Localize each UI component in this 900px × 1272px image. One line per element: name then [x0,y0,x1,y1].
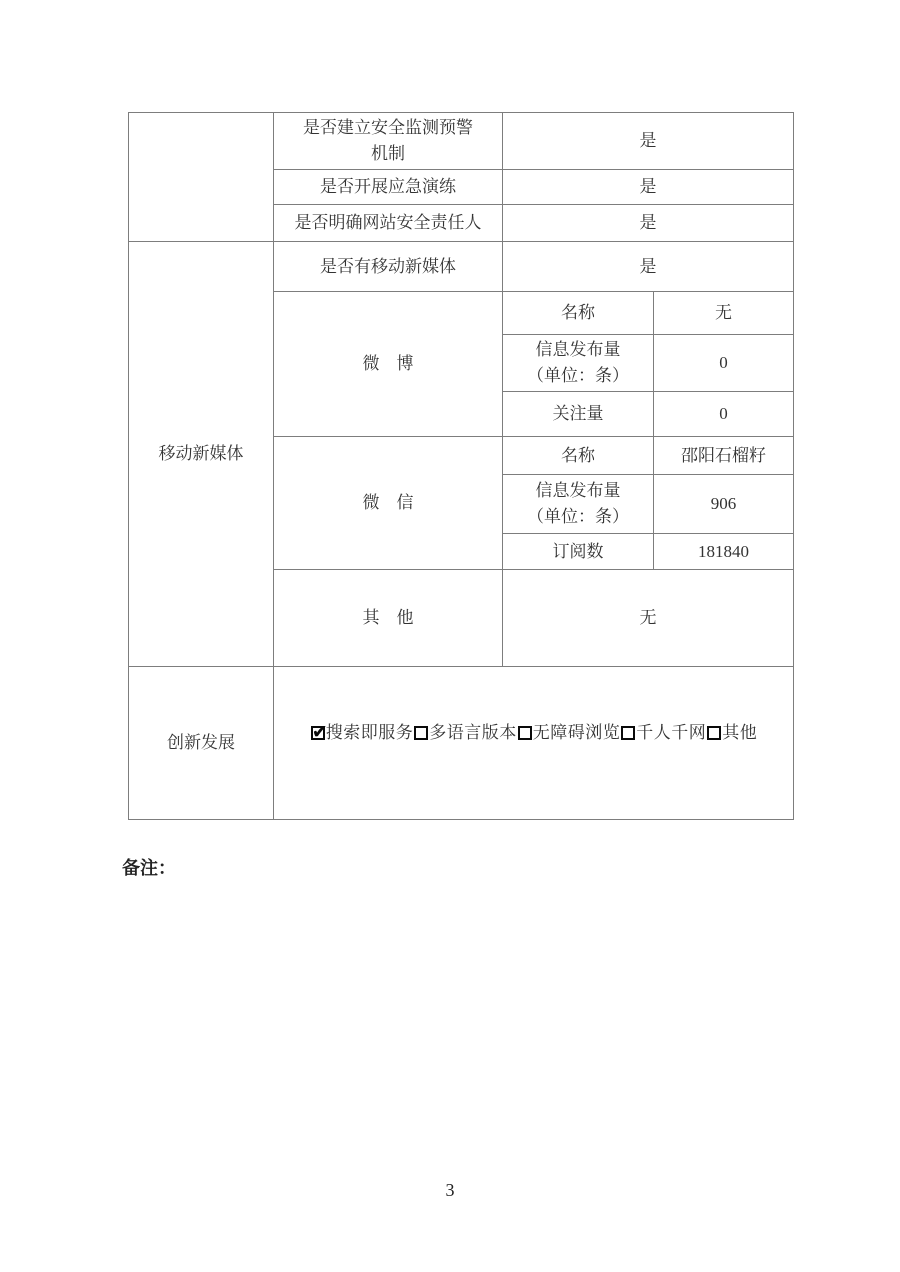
cell-security-officer-value: 是 [503,205,794,242]
page-number: 3 [445,1180,455,1200]
security-monitoring-label-line1: 是否建立安全监测预警 [303,118,473,137]
checkbox-personalized[interactable] [621,726,635,740]
notes-label: 备注： [122,858,176,878]
checkbox-other[interactable] [707,726,721,740]
cell-wechat-name-label: 名称 [503,437,654,475]
cell-wechat-volume-label [503,475,654,534]
cell-other-media-value: 无 [503,570,794,667]
cell-security-group-label-empty [129,113,274,242]
cell-innovation-group-label: 创新发展 [129,667,274,820]
innovation-checkbox-line [278,720,789,746]
cell-weibo-followers-label: 关注量 [503,392,654,437]
table-row [129,667,794,820]
cell-innovation-options [274,667,794,820]
checkbox-label-accessibility: 无障碍浏览 [532,723,621,742]
cell-other-media-label: 其 他 [274,570,503,667]
cell-has-mobile-media-value: 是 [503,242,794,292]
cell-security-monitoring-value: 是 [503,113,794,170]
checkbox-accessibility[interactable] [518,726,532,740]
cell-weibo-name-label: 名称 [503,292,654,335]
cell-wechat-subs-label: 订阅数 [503,534,654,570]
cell-wechat-name-value: 邵阳石榴籽 [654,437,794,475]
checkbox-multilingual[interactable] [414,726,428,740]
cell-has-mobile-media-label: 是否有移动新媒体 [274,242,503,292]
cell-weibo-name-value: 无 [654,292,794,335]
checkbox-label-other: 其他 [722,723,758,742]
report-table [128,112,794,820]
cell-security-officer-label: 是否明确网站安全责任人 [274,205,503,242]
cell-mobile-media-group-label: 移动新媒体 [129,242,274,667]
cell-weibo-volume-label [503,335,654,392]
table-row [129,113,794,170]
wechat-volume-label-line2: （单位：条） [527,507,629,526]
security-monitoring-label-line2: 机制 [371,144,405,163]
cell-wechat-label: 微 信 [274,437,503,570]
cell-wechat-subs-value: 181840 [654,534,794,570]
cell-weibo-label: 微 博 [274,292,503,437]
wechat-volume-label-line1: 信息发布量 [535,481,621,500]
cell-weibo-volume-value: 0 [654,335,794,392]
cell-emergency-drill-label: 是否开展应急演练 [274,170,503,205]
checkbox-label-multilingual: 多语言版本 [429,723,517,742]
cell-wechat-volume-value: 906 [654,475,794,534]
checkbox-search-as-service[interactable] [311,726,325,740]
weibo-volume-label-line2: （单位：条） [527,366,629,385]
cell-security-monitoring-label [274,113,503,170]
cell-emergency-drill-value: 是 [503,170,794,205]
weibo-volume-label-line1: 信息发布量 [535,340,621,359]
checkbox-label-personalized: 千人千网 [636,723,707,742]
checkbox-label-search-as-service: 搜索即服务 [325,723,414,742]
cell-weibo-followers-value: 0 [654,392,794,437]
table-row [129,242,794,292]
